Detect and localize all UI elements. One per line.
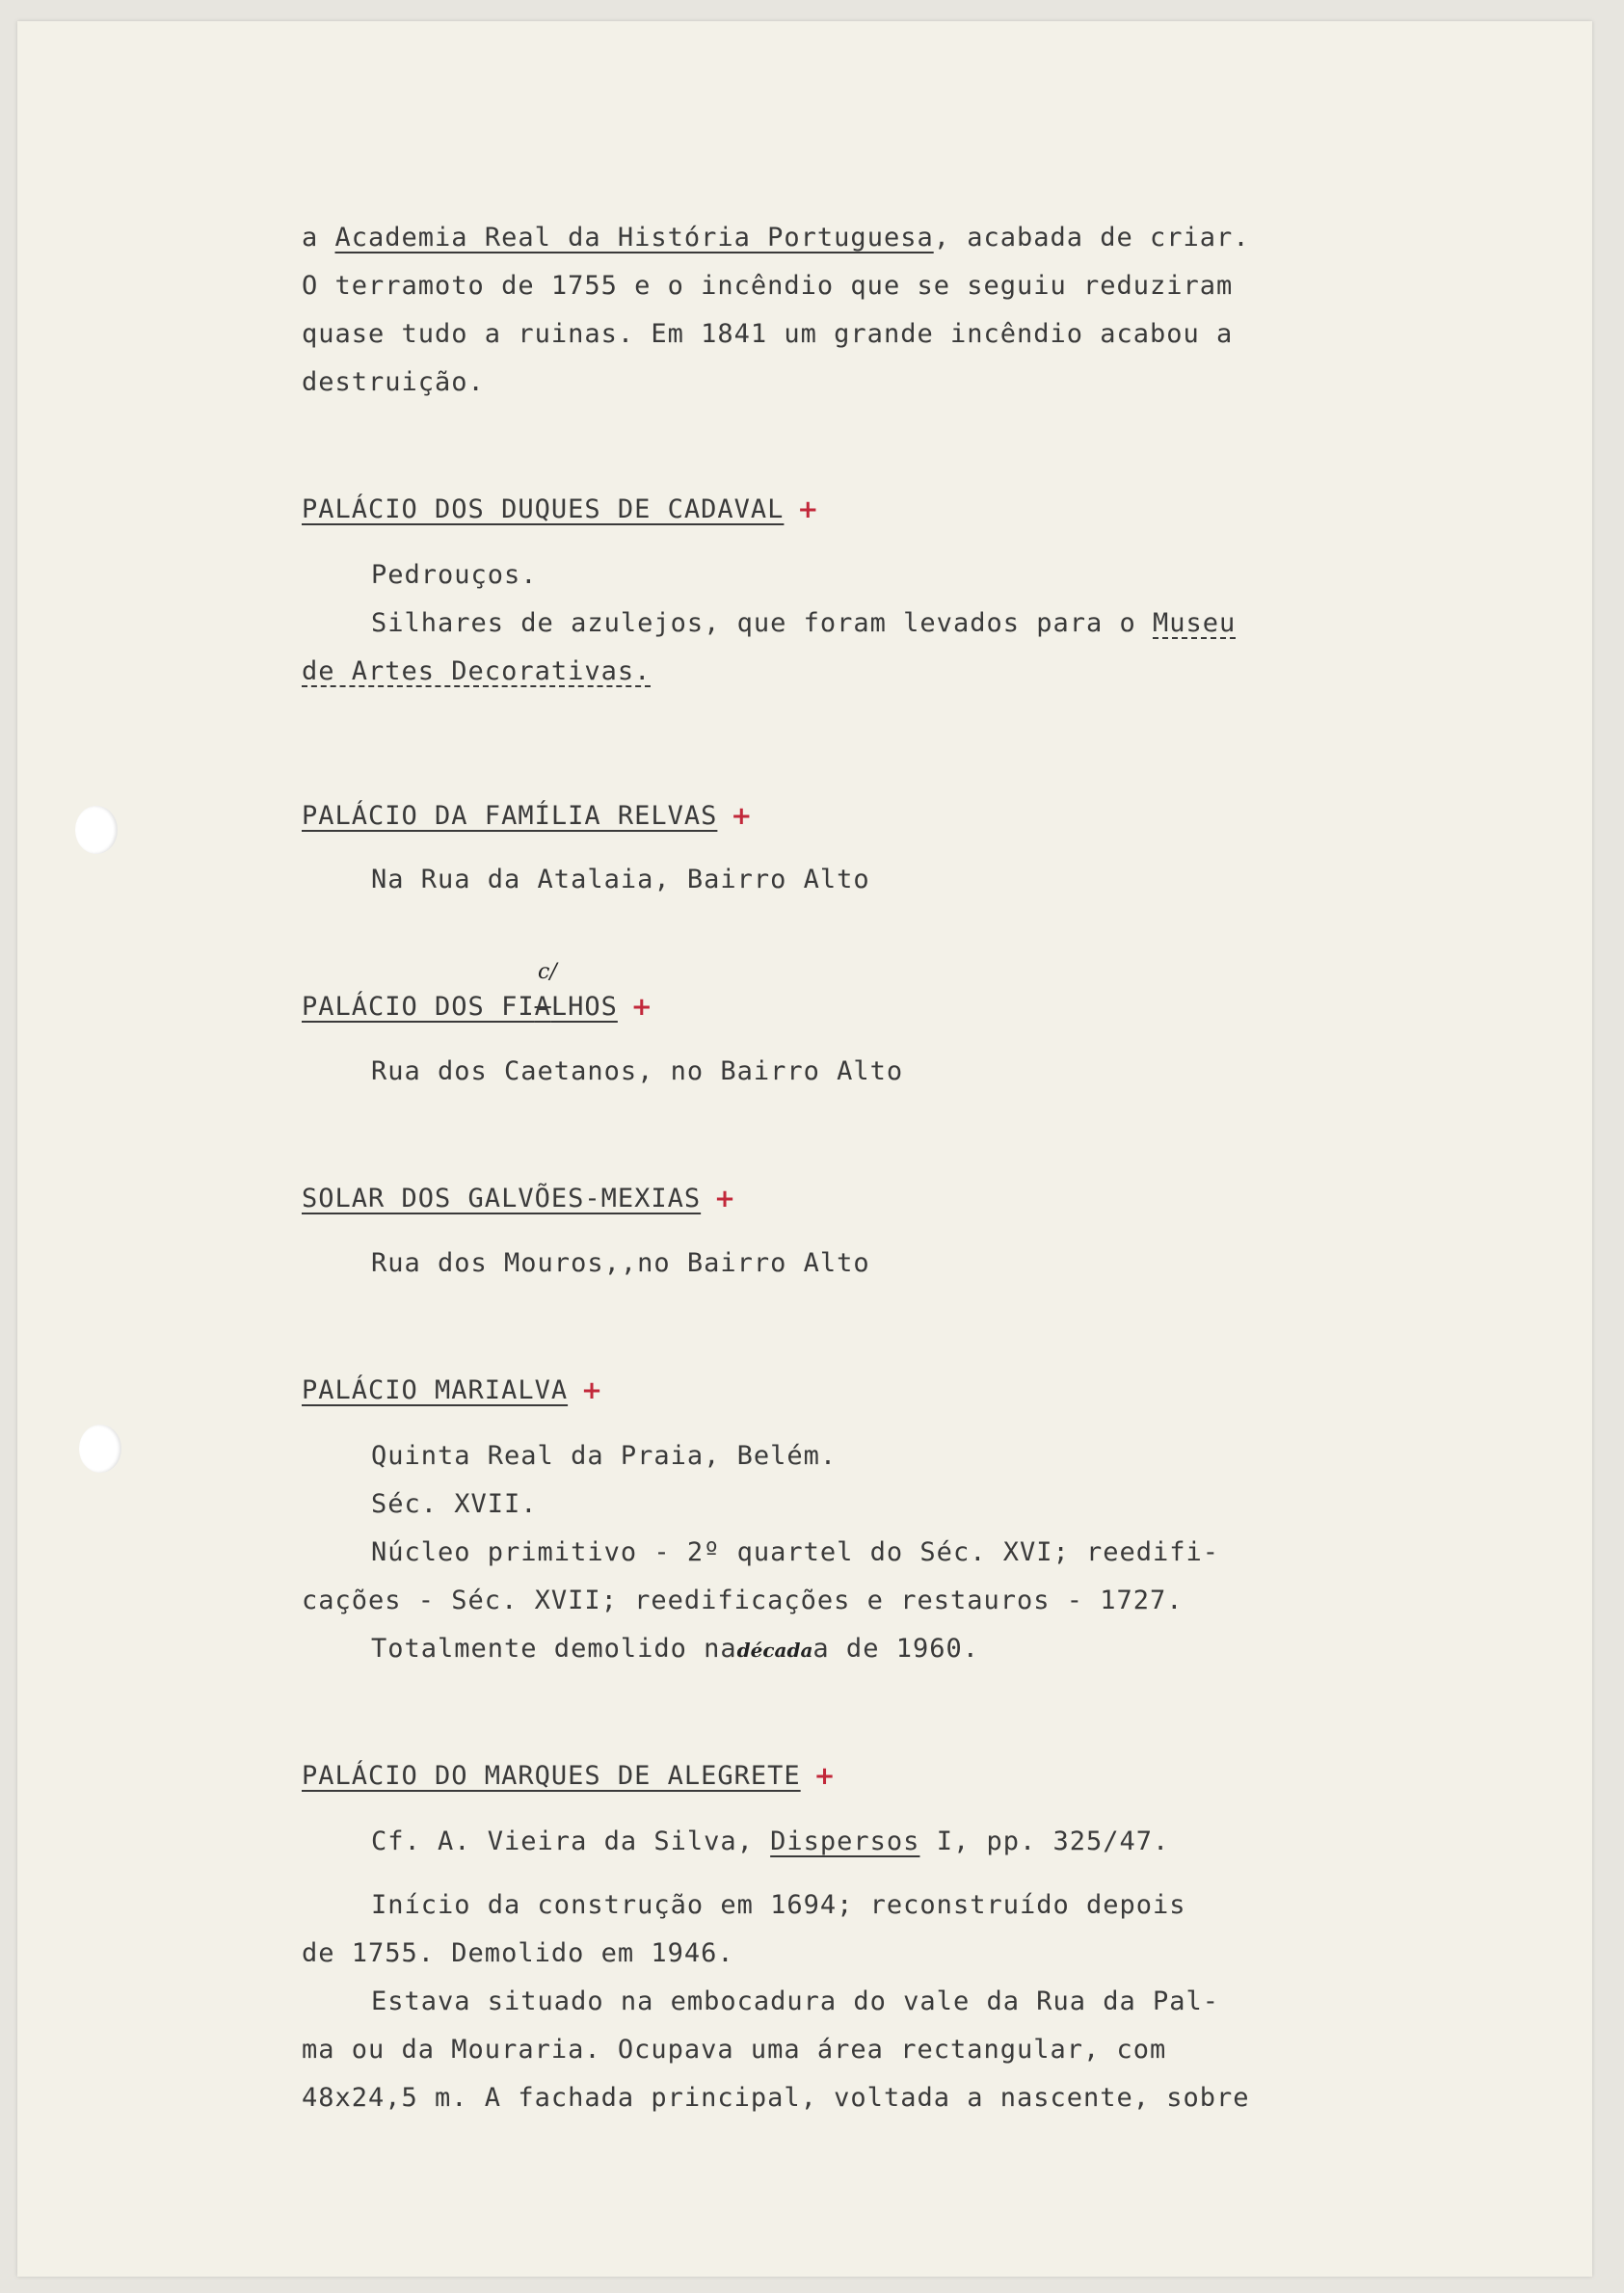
alegrete-line-3: de 1755. Demolido em 1946. — [302, 1938, 734, 1968]
document-page — [17, 21, 1592, 2277]
alegrete-line-5: ma ou da Mouraria. Ocupava uma área rectangular, com — [302, 2035, 1167, 2065]
academia-underlined: Academia Real da História Portuguesa — [334, 223, 934, 253]
cross-mark: + — [581, 1376, 603, 1405]
cadaval-line-3: de Artes Decorativas. — [302, 656, 652, 686]
heading-galvoes: SOLAR DOS GALVÕES-MEXIAS + — [302, 1184, 736, 1213]
handwritten-word: década — [736, 1639, 813, 1662]
relvas-line-1: Na Rua da Atalaia, Bairro Alto — [371, 865, 870, 894]
cross-mark: + — [731, 802, 754, 831]
cross-mark: + — [813, 1762, 837, 1791]
marialva-line-4: cações - Séc. XVII; reedificações e restauros - 1727. — [302, 1586, 1184, 1615]
cross-mark: + — [630, 993, 653, 1022]
intro-line-2: O terramoto de 1755 e o incêndio que se seguiu reduziram — [302, 271, 1234, 301]
alegrete-line-4: Estava situado na embocadura do vale da Rua da Pal- — [371, 1986, 1220, 2016]
alegrete-line-6: 48x24,5 m. A fachada principal, voltada a nascente, sobre — [302, 2083, 1250, 2113]
heading-fialhos: PALÁCIO DOS FIALHOS + — [302, 992, 653, 1022]
intro-line-1: a Academia Real da História Portuguesa, acabada de criar. — [302, 223, 1250, 253]
heading-alegrete: PALÁCIO DO MARQUES DE ALEGRETE + — [302, 1761, 837, 1791]
fialhos-line-1: Rua dos Caetanos, no Bairro Alto — [371, 1056, 904, 1086]
cross-mark: + — [797, 495, 820, 524]
punch-hole-top — [75, 806, 118, 854]
galvoes-line-1: Rua dos Mouros,,no Bairro Alto — [371, 1248, 870, 1278]
heading-cadaval: PALÁCIO DOS DUQUES DE CADAVAL + — [302, 494, 820, 524]
marialva-line-2: Séc. XVII. — [371, 1489, 538, 1519]
alegrete-line-2: Início da construção em 1694; reconstruído depois — [371, 1890, 1186, 1920]
alegrete-line-1: Cf. A. Vieira da Silva, Dispersos I, pp. 325/47. — [371, 1826, 1170, 1856]
heading-relvas: PALÁCIO DA FAMÍLIA RELVAS + — [302, 801, 754, 831]
cadaval-line-2: Silhares de azulejos, que foram levados para o Museu — [371, 608, 1237, 638]
cadaval-line-1: Pedrouços. — [371, 560, 538, 590]
heading-marialva: PALÁCIO MARIALVA + — [302, 1375, 603, 1405]
cross-mark: + — [714, 1185, 736, 1213]
intro-line-4: destruição. — [302, 367, 485, 397]
marialva-line-3: Núcleo primitivo - 2º quartel do Séc. XVI; reedifi- — [371, 1537, 1220, 1567]
intro-line-3: quase tudo a ruinas. Em 1841 um grande incêndio acabou a — [302, 319, 1234, 349]
punch-hole-bottom — [79, 1425, 121, 1473]
marialva-line-5: Totalmente demolido nadécadaa de 1960. — [371, 1634, 979, 1664]
handwritten-correction: c/ — [538, 960, 557, 984]
marialva-line-1: Quinta Real da Praia, Belém. — [371, 1441, 838, 1471]
